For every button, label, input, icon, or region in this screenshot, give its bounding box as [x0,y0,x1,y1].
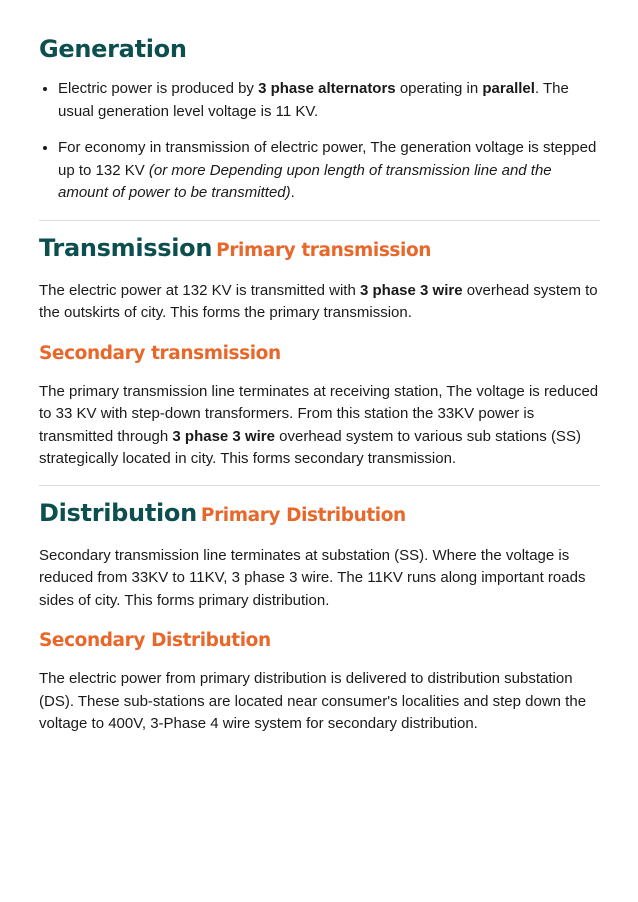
text-run: The electric power at 132 KV is transmitted with [39,281,360,299]
primary-transmission-paragraph [39,280,600,325]
italic-text: (or more Depending upon length of transmission line and the amount of power to be transmitted) [58,161,552,201]
text-run: . [290,184,295,201]
text-run: . The usual generation level voltage is 11 KV. [58,80,569,120]
bold-text: 3 phase 3 wire [359,281,463,299]
divider [39,220,600,221]
generation-heading: Generation [39,35,187,63]
document-page [39,34,600,736]
primary-distribution-paragraph: Secondary transmission line terminates at substation (SS). Where the voltage is reduced from 33KV to 11KV, 3 phase 3 wire. The 11KV runs along important roads sides of city. This forms primary distribution. [39,546,586,609]
text-run: For economy in transmission of electric power, The generation voltage is stepped up to 132 KV [58,139,597,179]
primary-transmission-heading: Primary transmission [216,239,432,261]
text-run: overhead system to the outskirts of city. This forms the primary transmission. [39,281,598,321]
distribution-title: Distribution [39,498,197,527]
text-run: operating in [395,80,483,97]
distribution-heading [39,498,600,531]
bold-text: 3 phase 3 wire [172,427,275,445]
bold-text: 3 phase alternators [258,80,396,97]
primary-distribution-heading: Primary Distribution [200,504,406,526]
bold-text: parallel [482,80,535,97]
transmission-heading [39,233,600,266]
secondary-distribution-paragraph: The electric power from primary distribution is delivered to distribution substation (DS). These sub-stations are located near consumer's localities and step down the voltage to 400V, 3-Phase 4 wire system for secondary distribution. [39,670,587,732]
secondary-transmission-heading: Secondary transmission [39,342,281,364]
secondary-transmission-paragraph [39,381,600,471]
generation-bullet-1 [58,78,600,123]
text-run: The primary transmission line terminates at receiving station, The voltage is reduced to 33 KV with step-down transformers. From this station the 33KV power is transmitted through [39,382,599,445]
divider [39,485,600,486]
transmission-title: Transmission [39,233,213,262]
generation-bullet-2 [58,137,600,205]
text-run: overhead system to various sub stations (SS) strategically located in city. This forms secondary transmission. [39,427,581,467]
secondary-distribution-heading: Secondary Distribution [39,630,271,651]
text-run: Electric power is produced by [58,80,259,97]
generation-list [39,78,600,205]
